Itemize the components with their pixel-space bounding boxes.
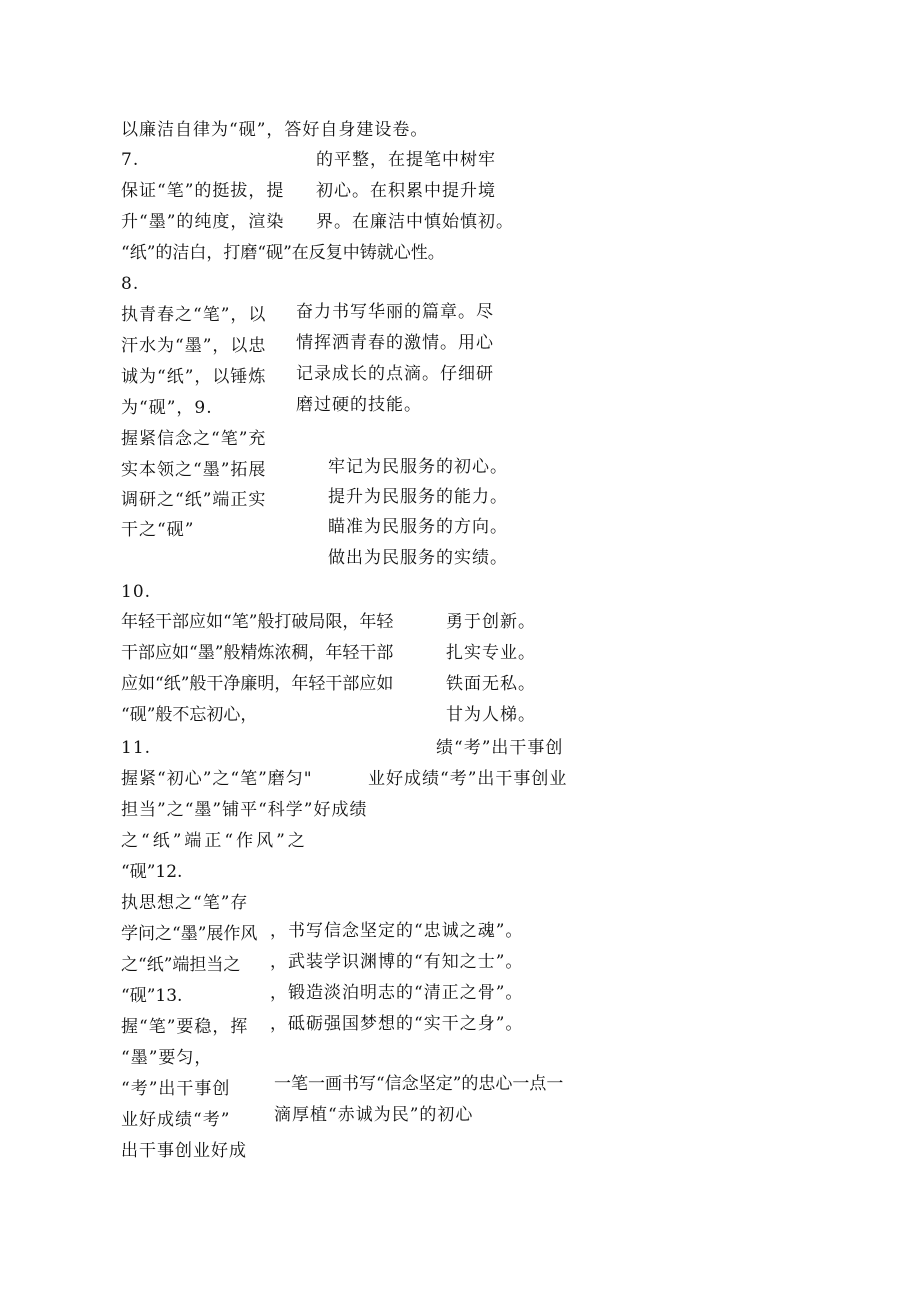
text-line: 执思想之“笔”存 <box>121 893 249 913</box>
text-line: 扎实专业。 <box>446 643 536 663</box>
text-line: ，锻造淡泊明志的“清正之骨”。 <box>270 983 524 1003</box>
item-number: 7. <box>121 150 140 170</box>
text-line: 做出为民服务的实绩。 <box>328 548 508 568</box>
text-line: ，武装学识渊博的“有知之士”。 <box>270 952 524 972</box>
text-line: 应如“纸”般干净廉明，年轻干部应如 <box>121 674 394 694</box>
text-line: 调研之“纸”端正实 <box>121 490 267 510</box>
text-line: 实本领之“墨”拓展 <box>121 460 267 480</box>
text-line: 界。在廉洁中慎始慎初。 <box>316 212 514 232</box>
text-line: 为“砚”，9. <box>121 398 213 418</box>
text-line: 之“纸”端正“作风”之 <box>121 831 308 851</box>
text-line: 握“笔”要稳，挥 <box>121 1017 249 1037</box>
text-line: 出干事创业好成 <box>121 1141 247 1161</box>
text-line: 磨过硬的技能。 <box>296 395 422 415</box>
text-line: 勇于创新。 <box>446 612 536 632</box>
text-line: 甘为人梯。 <box>446 705 536 725</box>
text-line: ，书写信念坚定的“忠诚之魂”。 <box>270 921 524 941</box>
text-line: “墨”要匀， <box>121 1048 213 1068</box>
text-line: “砚”13. <box>121 986 183 1006</box>
text-line: 学问之“墨”展作风 <box>121 924 258 944</box>
item-number: 10. <box>121 582 152 602</box>
text-line: 之“纸”端担当之 <box>121 955 241 975</box>
text-line: 奋力书写华丽的篇章。尽 <box>296 302 494 322</box>
text-line: “考”出干事创 <box>121 1079 231 1099</box>
text-line: “砚”般不忘初心， <box>121 705 258 725</box>
text-line: “纸”的洁白，打磨“砚”在反复中铸就心性。 <box>121 243 445 263</box>
text-line: 升“墨”的纯度，渲染 <box>121 212 285 232</box>
text-line: 执青春之“笔”，以 <box>121 305 267 325</box>
text-line: 汗水为“墨”，以忠 <box>121 336 267 356</box>
text-line: 一笔一画书写“信念坚定”的忠心一点一 <box>274 1074 564 1094</box>
text-line: 业好成绩“考” <box>121 1110 231 1130</box>
text-line: 以廉洁自律为“砚”，答好自身建设卷。 <box>121 120 429 140</box>
text-line: 握紧信念之“笔”充 <box>121 429 267 449</box>
text-line: 铁面无私。 <box>446 674 536 694</box>
text-line: 情挥洒青春的激情。用心 <box>296 333 494 353</box>
text-line: “砚”12. <box>121 862 183 882</box>
text-line: 干之“砚” <box>121 520 195 540</box>
text-line: 握紧“初心”之“笔”磨匀" <box>121 769 313 789</box>
text-line: 年轻干部应如“笔”般打破局限，年轻 <box>121 612 394 632</box>
text-line: 提升为民服务的能力。 <box>328 487 508 507</box>
item-number: 8. <box>121 274 140 294</box>
text-line: 干部应如“墨”般精炼浓稠，年轻干部 <box>121 643 394 663</box>
text-line: 记录成长的点滴。仔细研 <box>296 364 494 384</box>
text-line: 绩“考”出干事创 <box>436 738 564 758</box>
text-line: 业好成绩“考”出干事创业 <box>368 769 568 789</box>
text-line: 担当”之“墨”铺平“科学”好成绩 <box>121 800 368 820</box>
text-line: 诚为“纸”，以锤炼 <box>121 367 267 387</box>
text-line: 初心。在积累中提升境 <box>316 181 496 201</box>
text-line: 滴厚植“赤诚为民”的初心 <box>274 1105 474 1125</box>
text-line: 的平整，在提笔中树牢 <box>316 150 496 170</box>
text-line: 保证“笔”的挺拔，提 <box>121 181 285 201</box>
text-line: 牢记为民服务的初心。 <box>328 457 508 477</box>
text-line: 瞄准为民服务的方向。 <box>328 517 508 537</box>
text-line: ，砥砺强国梦想的“实干之身”。 <box>270 1014 524 1034</box>
item-number: 11. <box>121 738 152 758</box>
